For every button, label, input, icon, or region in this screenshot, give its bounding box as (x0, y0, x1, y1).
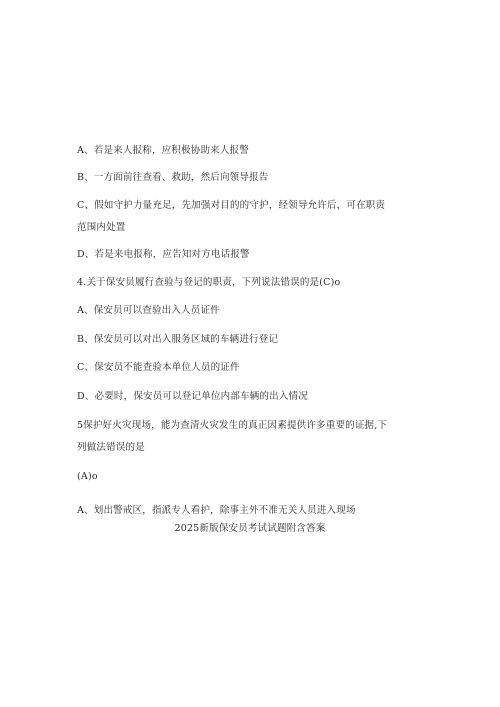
answer-option-c-continued: 范围内处置 (77, 222, 126, 233)
q4-option-c: C、保安员不能查验本单位人员的证件 (77, 362, 240, 373)
q4-option-b: B、保安员可以对出入服务区域的车辆进行登记 (77, 334, 279, 345)
question-4: 4.关于保安员履行查验与登记的职责，下列说法错误的是(C)o (77, 277, 341, 288)
question-5-continued: 列做法错误的是 (77, 442, 145, 453)
q5-option-a: A、划出警戒区，指派专人看护，除事主外不准无关人员进入现场 (77, 505, 356, 516)
answer-option-c: C、假如守护力量充足，先加强对目的的守护，经领导允许后，可在职责 (77, 200, 386, 211)
document-footer-title: 2025新版保安员考试试题附含答案 (174, 523, 326, 534)
answer-option-b: B、一方面前往查看、救助，然后向领导报告 (77, 172, 269, 183)
answer-option-d: D、若是来电报称，应告知对方电话报警 (77, 249, 250, 260)
question-5: 5保护好火灾现场，能为查清火灾发生的真正因素提供许多重要的证据,下 (77, 420, 388, 431)
q4-option-a: A、保安员可以查验出入人员证件 (77, 305, 220, 316)
answer-option-a: A、若是来人报称，应积极协助来人报警 (77, 145, 249, 156)
question-5-answer: (A)o (77, 471, 98, 482)
q4-option-d: D、必要时，保安员可以登记单位内部车辆的出入情况 (77, 391, 308, 402)
